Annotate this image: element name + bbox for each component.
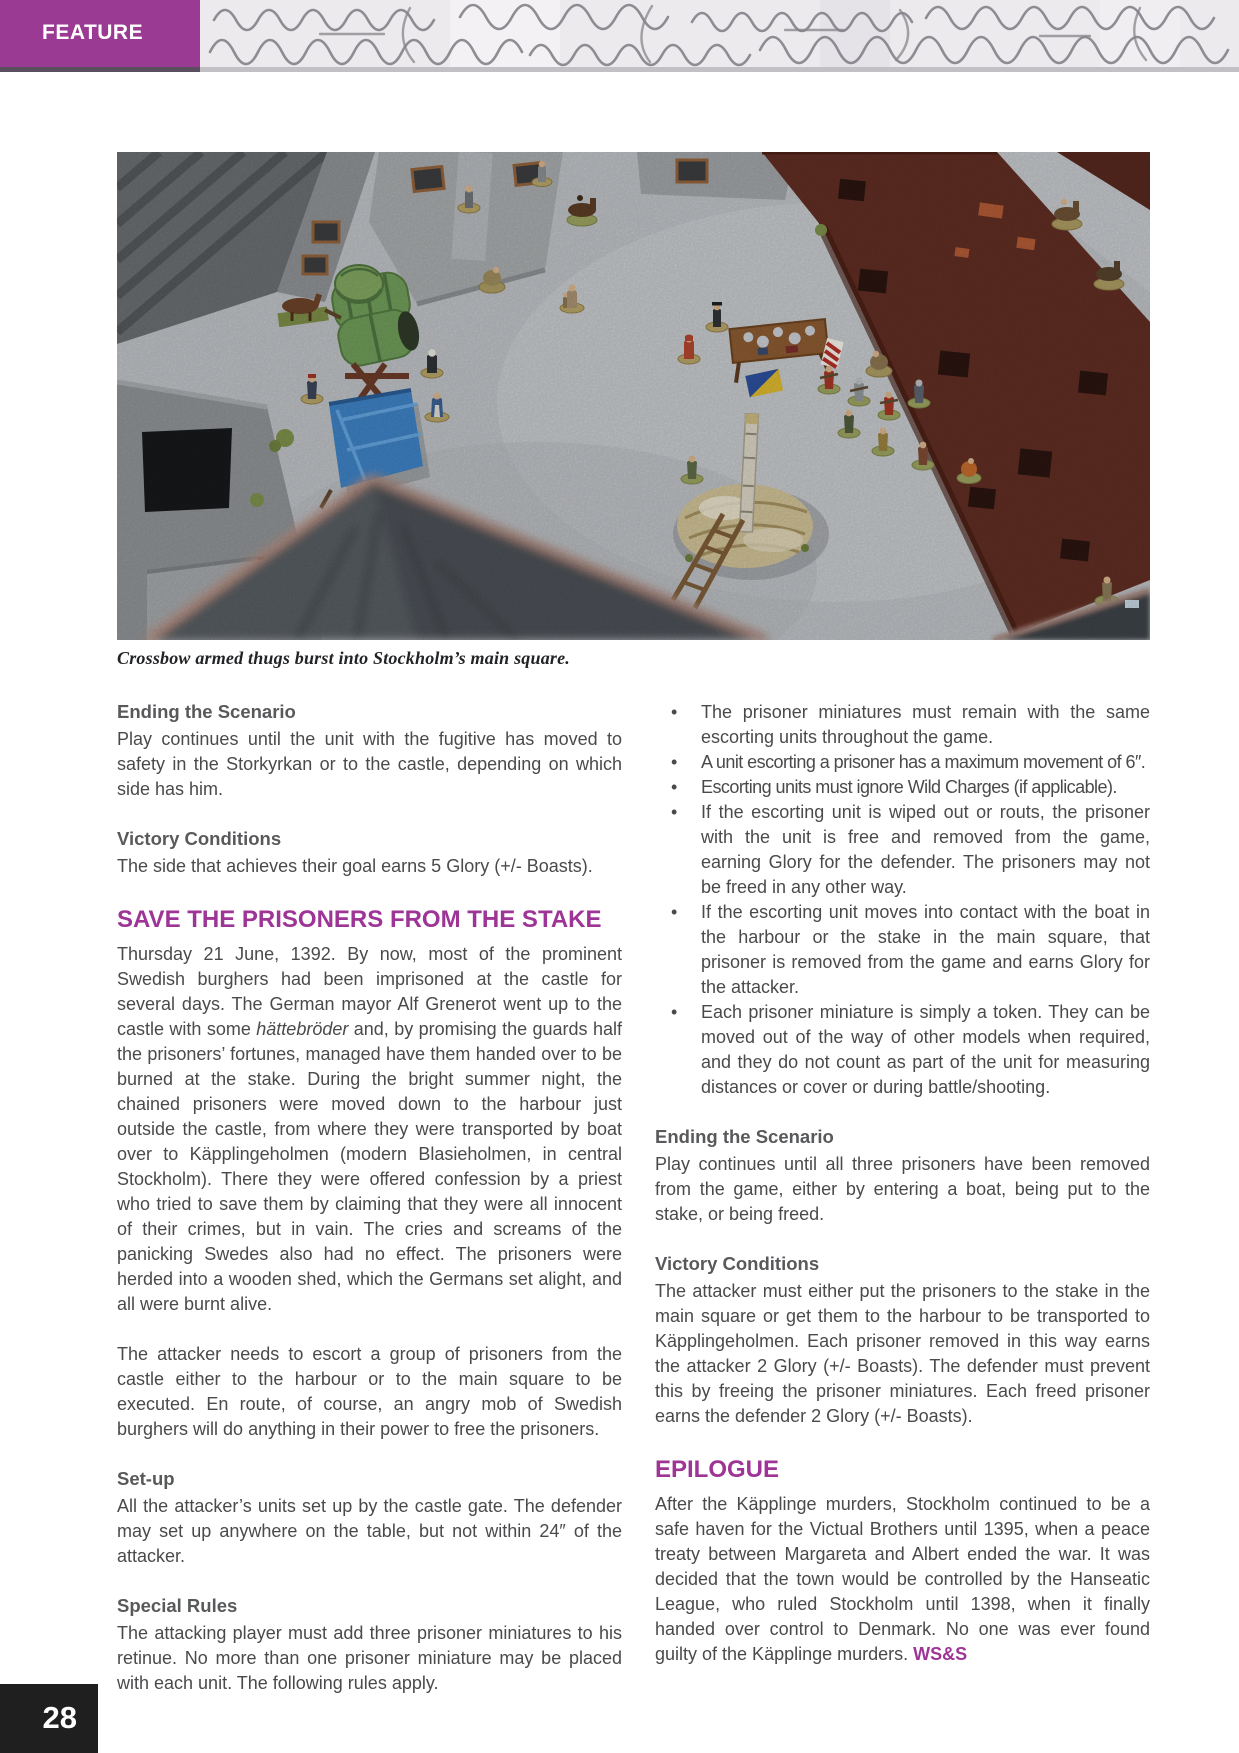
- magazine-end-tag: WS&S: [913, 1644, 968, 1664]
- history-text-italic: hättebröder: [256, 1019, 349, 1039]
- bullet-item: • The prisoner miniatures must remain with the same escorting units throughout the game.: [655, 700, 1150, 750]
- paragraph-victory-right: The attacker must either put the prisoners to the stake in the main square or get them to the harbour to be transported to Käpplingeholmen. Each prisoner removed in this way earns the attacker 2 Glory (+/- Boasts). The defender must prevent this by freeing the prisoner miniatures. Each freed prisoner earns the defender 2 Glory (+/- Boasts).: [655, 1281, 1150, 1426]
- epilogue-text: After the Käpplinge murders, Stockholm continued to be a safe haven for the Victual Brothers until 1395, when a peace treaty between Margareta and Albert ended the war. It was decided that the town would be controlled by the Hanseatic League, who ruled Stockholm until 1398, when it finally handed over control to Denmark. No one was ever found guilty of the Käpplinge murders.: [655, 1494, 1150, 1664]
- heading-victory-conditions-left: Victory Conditions: [117, 828, 282, 849]
- photo-caption: Crossbow armed thugs burst into Stockholm’s main square.: [117, 648, 570, 668]
- page-number-box: [0, 1684, 98, 1753]
- page-number: 28: [42, 1700, 77, 1735]
- paragraph-ending-right: Play continues until all three prisoners have been removed from the game, either by entering a boat, being put to the stake, or being freed.: [655, 1154, 1150, 1224]
- feature-label: FEATURE: [42, 21, 144, 44]
- heading-save-the-prisoners: SAVE THE PRISONERS FROM THE STAKE: [117, 906, 602, 933]
- bullet-item: • If the escorting unit is wiped out or routs, the prisoner with the unit is free and removed from the game, earning Glory for the defender. The prisoners may not be freed in any other way.: [655, 800, 1150, 900]
- banner-underline-left: [0, 67, 200, 72]
- scenario-photo: [117, 152, 1150, 640]
- banner-underline-right: [200, 67, 1239, 72]
- heading-ending-the-scenario-left: Ending the Scenario: [117, 701, 296, 722]
- heading-special-rules: Special Rules: [117, 1595, 238, 1616]
- wargame-table-photo-graphic: [117, 152, 1150, 640]
- heading-victory-conditions-right: Victory Conditions: [655, 1253, 820, 1274]
- paragraph-epilogue: [655, 1492, 1150, 1667]
- feature-banner: [0, 0, 200, 67]
- paragraph-set-up: All the attacker’s units set up by the castle gate. The defender may set up anywhere on the table, but not within 24″ of the attacker.: [117, 1496, 622, 1566]
- left-column: [117, 700, 622, 1696]
- history-text-post: and, by promising the guards half the prisoners’ fortunes, managed have them handed over to be burned at the stake. During the bright summer night, the chained prisoners were moved down to the harbour just outside the castle, from where they were transported by boat over to Käpplingeholmen (modern Blasieholmen, in central Stockholm). There they were offered confession by a priest who tried to save them by claiming that they were all innocent of their crimes, but in vain. The cries and screams of the panicking Swedes also had no effect. The prisoners were herded into a wooden shed, which the Germans set alight, and all were burnt alive.: [117, 1019, 622, 1314]
- right-column: [655, 700, 1150, 1667]
- history-text-pre: Thursday 21 June, 1392. By now, most of the prominent Swedish burghers had been imprisoned at the castle for several days. The German mayor Alf Grenerot went up to the castle with some: [117, 944, 622, 1039]
- bullet-item: • A unit escorting a prisoner has a maximum movement of 6″.: [655, 750, 1150, 775]
- paragraph-scenario-history: [117, 942, 622, 1317]
- heading-ending-the-scenario-right: Ending the Scenario: [655, 1126, 834, 1147]
- paragraph-victory-left: The side that achieves their goal earns 5 Glory (+/- Boasts).: [117, 856, 593, 876]
- heading-set-up: Set-up: [117, 1468, 175, 1489]
- bullet-item: • Each prisoner miniature is simply a token. They can be moved out of the way of other models when required, and they do not count as part of the unit for measuring distances or cover or during battle/shooting.: [655, 1000, 1150, 1100]
- heading-epilogue: EPILOGUE: [655, 1456, 780, 1483]
- manuscript-handwriting-graphic: [200, 0, 1239, 67]
- paragraph-attacker-goal: The attacker needs to escort a group of prisoners from the castle either to the harbour or to the main square to be executed. En route, of course, an angry mob of Swedish burghers will do anything in their power to free the prisoners.: [117, 1344, 622, 1439]
- manuscript-strip-image: [200, 0, 1239, 67]
- paragraph-ending-left: Play continues until the unit with the fugitive has moved to safety in the Storkyrkan or to the castle, depending on which side has him.: [117, 729, 622, 799]
- bullet-item: • If the escorting unit moves into contact with the boat in the harbour or the stake in the main square, that prisoner is removed from the game and earns Glory for the attacker.: [655, 900, 1150, 1000]
- special-rules-bullet-list: [655, 700, 1150, 1100]
- bullet-item: • Escorting units must ignore Wild Charges (if applicable).: [655, 775, 1150, 800]
- paragraph-special-rules: The attacking player must add three prisoner miniatures to his retinue. No more than one prisoner miniature may be placed with each unit. The following rules apply.: [117, 1623, 622, 1693]
- page-header-banner: [0, 0, 1239, 72]
